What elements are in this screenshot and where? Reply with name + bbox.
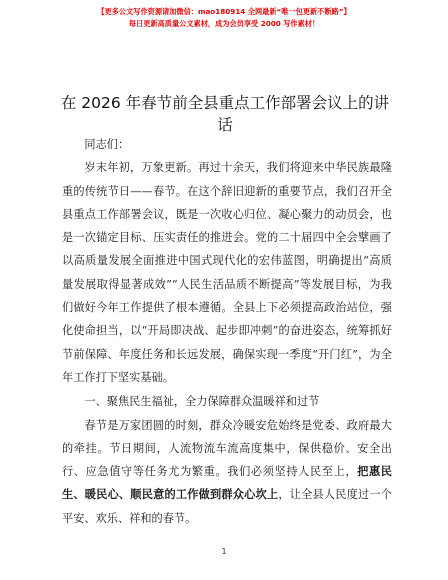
- promo-banner-line-1: 【更多公文写作资源请加微信：mao180914 全网最新“唯一包更新不断路”】: [97, 7, 351, 16]
- paragraph-section-1-text-a: 春节是万家团圆的时刻，群众冷暖安危始终是党委、政府最大的牵挂。节日期间，人流物流车流高度集中，保供稳价、安全出行、应急值守等任务尤为繁重。我们必须坚持人民至上，: [62, 418, 392, 479]
- document-body: [62, 133, 392, 530]
- paragraph-section-1-text-b: ，让全县人民度过一个平安、欢乐、祥和的春节。: [62, 488, 392, 525]
- document-title: 在 2026 年春节前全县重点工作部署会议上的讲话: [60, 94, 390, 134]
- page-number: 1: [221, 547, 227, 556]
- greeting: 同志们：: [84, 138, 130, 151]
- paragraph-opening: 岁末年初，万象更新。再过十余天，我们将迎来中华民族最隆重的传统节日——春节。在这个辞旧迎新的重要节点，我们召开全县重点工作部署会议，既是一次收心归位、凝心聚力的动员会，也是一次锚定目标、压实责任的推进会。党的二十届四中全会擘画了以高质量发展全面推进中国式现代化的宏伟蓝图，明确提出“高质量发展取得显著成效”“人民生活品质不断提高”等发展目标，为我们做好今年工作提供了根本遵循。全县上下必须提高政治站位，强化使命担当，以“开局即决战、起步即冲刺”的奋进姿态，统筹抓好节前保障、年度任务和长远发展，确保实现一季度“开门红”，为全年工作打下坚实基础。: [62, 161, 392, 384]
- promo-banner-line-2: 每日更新高质量公文素材，成为会员享受 2000 写作素材！: [128, 19, 320, 28]
- section-heading-1: 一、聚焦民生福祉，全力保障群众温暖祥和过节: [84, 395, 320, 409]
- paragraph-section-1: [62, 414, 392, 530]
- paragraph-section-1-bold: 把惠民生、暖民心、顺民意的工作做到群众心坎上: [62, 464, 392, 502]
- promo-banner: [0, 6, 448, 29]
